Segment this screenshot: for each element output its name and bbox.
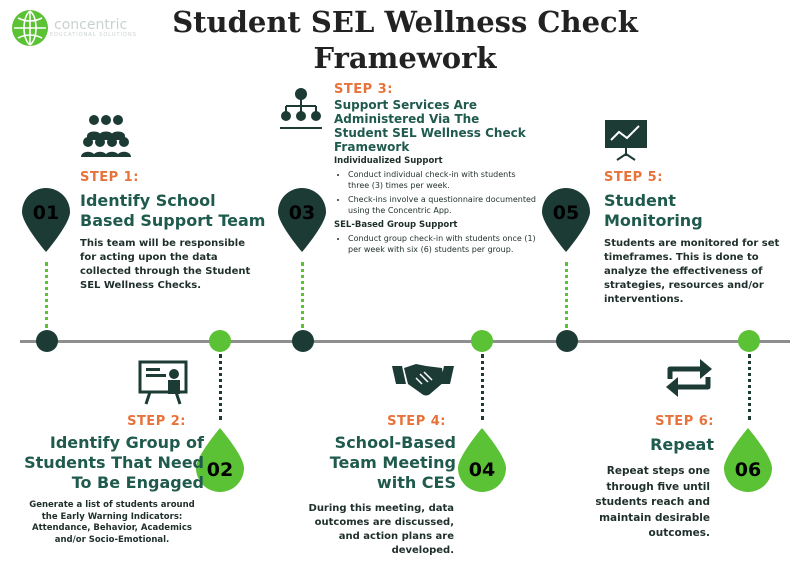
step-3-group-bullet-1: • Conduct group check-in with students once (1) per week with six (6) students per group.: [348, 233, 548, 255]
step-3-group-list: [334, 233, 548, 255]
step-4-heading-line-2: Team Meeting: [329, 453, 456, 472]
step-2-block: [4, 414, 204, 493]
step-4-heading-line-1: School-Based: [334, 433, 456, 452]
team-icon: [80, 112, 132, 158]
step-1-heading-line-1: Identify School: [80, 191, 216, 210]
step-1-pin: [20, 186, 72, 254]
step-5-body: Students are monitored for set timeframes. This is done to analyze the effectiveness of strategies, resources and/or interventions.: [604, 238, 780, 305]
chart-board-icon: [603, 118, 649, 162]
step-2-heading-line-3: To Be Engaged: [71, 473, 204, 492]
step-5-number: 05: [552, 202, 580, 224]
step-3-label: STEP 3:: [334, 82, 393, 97]
step-3-pin: [276, 186, 328, 254]
step-4-heading-line-3: with CES: [376, 473, 456, 492]
step-3-individual-bullet-1: • Conduct individual check-in with students three (3) times per week.: [348, 169, 538, 191]
step-6-drop: [722, 426, 774, 494]
timeline-line: [20, 340, 790, 343]
logo-tagline: EDUCATIONAL SOLUTIONS: [50, 32, 137, 38]
step-1-body: This team will be responsible for acting upon the data collected through the Student SEL Wellness Checks.: [80, 238, 251, 291]
step-3-individual-title: Individualized Support: [334, 156, 443, 166]
step-3-heading-line-4: Framework: [334, 140, 410, 154]
title-line-1: Student SEL Wellness Check: [172, 5, 638, 39]
handshake-icon: [392, 360, 454, 400]
logo-name: concentric: [54, 17, 128, 33]
step-2-heading: [4, 433, 204, 493]
step-5-heading-line-1: Student: [604, 191, 676, 210]
repeat-icon: [664, 355, 714, 401]
step-5-label: STEP 5:: [604, 170, 663, 185]
step-1-label: STEP 1:: [80, 170, 139, 185]
connector-5: [565, 262, 568, 328]
step-2-label: STEP 2:: [127, 414, 186, 429]
step-4-drop: [456, 426, 508, 494]
timeline-dot-3: [292, 330, 314, 352]
step-2-body: Generate a list of students around the Early Warning Indicators: Attendance, Behavior, Academics and/or Socio-Emotional.: [29, 500, 195, 545]
connector-3: [301, 262, 304, 328]
step-3-heading-line-3: Student SEL Wellness Check: [334, 126, 526, 140]
step-2-heading-line-1: Identify Group of: [49, 433, 204, 452]
step-5-block: [604, 170, 794, 307]
step-4-body: During this meeting, data outcomes are discussed, and action plans are developed.: [308, 503, 454, 556]
step-4-block: [296, 414, 456, 493]
timeline-dot-4: [471, 330, 493, 352]
step-4-label: STEP 4:: [387, 414, 446, 429]
step-3-individual-bullet-2: • Check-ins involve a questionnaire documented using the Concentric App.: [348, 194, 538, 216]
step-6-label: STEP 6:: [655, 414, 714, 429]
step-6-number: 06: [734, 459, 762, 481]
step-4-number: 04: [468, 459, 496, 481]
connector-6: [748, 354, 751, 420]
step-1-heading: [80, 191, 280, 231]
step-6-body: Repeat steps one through five until students reach and maintain desirable outcomes.: [595, 465, 710, 539]
timeline-dot-2: [209, 330, 231, 352]
concentric-logo: [10, 8, 137, 48]
globe-icon: [10, 8, 50, 48]
step-5-heading-line-2: Monitoring: [604, 211, 703, 230]
page-title: [150, 4, 660, 76]
title-line-2: Framework: [313, 41, 497, 75]
step-5-heading: [604, 191, 794, 231]
step-3-individual-list: [334, 169, 538, 216]
step-3-heading-line-1: Support Services Are: [334, 98, 477, 112]
step-2-heading-line-2: Students That Need: [24, 453, 204, 472]
step-3-block: [334, 82, 554, 258]
step-4-heading: [296, 433, 456, 493]
step-3-number: 03: [288, 202, 316, 224]
hierarchy-icon: [278, 88, 324, 130]
timeline-dot-1: [36, 330, 58, 352]
step-3-heading-line-2: Administered Via The: [334, 112, 480, 126]
presentation-board-icon: [138, 360, 188, 406]
step-1-heading-line-2: Based Support Team: [80, 211, 266, 230]
step-1-number: 01: [32, 202, 60, 224]
step-3-heading: [334, 98, 554, 154]
step-2-number: 02: [206, 459, 234, 481]
connector-4: [481, 354, 484, 420]
connector-1: [45, 262, 48, 328]
connector-2: [219, 354, 222, 420]
step-3-group-title: SEL-Based Group Support: [334, 220, 458, 230]
timeline-dot-5: [556, 330, 578, 352]
timeline-dot-6: [738, 330, 760, 352]
step-6-block: [590, 414, 714, 455]
step-6-heading: Repeat: [650, 435, 714, 454]
step-1-block: [80, 170, 280, 293]
